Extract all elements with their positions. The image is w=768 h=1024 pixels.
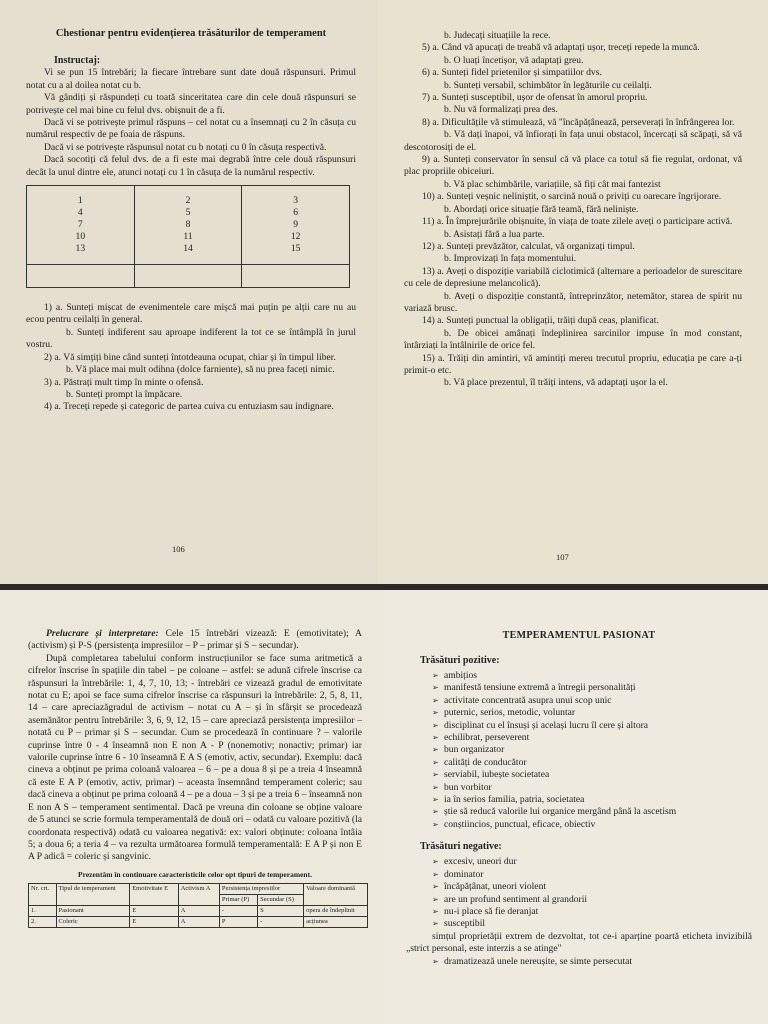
- temperament-page: [384, 590, 768, 1024]
- table-cell: E: [130, 905, 178, 916]
- sum-cell-ps: [242, 265, 350, 288]
- question-line: 13) a. Aveți o dispoziție variabilă ciclotimică (alternare a perioadelor de surescitare cu cele de depresiune melancolică).: [404, 265, 742, 290]
- instructions-paragraph: Vă gândiți și răspundeți cu toată sinceritatea care din cele două răspunsuri se potrivește cel mai bine cu felul dvs. obișnuit de a fi.: [26, 92, 356, 116]
- positive-traits-label: Trăsături pozitive:: [420, 655, 500, 666]
- section-title: TEMPERAMENTUL PASIONAT: [502, 630, 656, 641]
- question-line: b. Vă dați înapoi, vă înfiorați în fața unui obstacol, încercați să scăpați, să vă descotorosiți de el.: [404, 129, 742, 153]
- page-106: [0, 0, 378, 584]
- list-item: ➢ susceptibil: [432, 918, 752, 930]
- table-cell: A: [178, 916, 219, 927]
- question-line: b. Sunteți prompt la împăcare.: [66, 388, 183, 400]
- list-item: ➢ serviabil, iubește societatea: [432, 769, 752, 781]
- list-item: ➢ ambițios: [432, 670, 752, 682]
- question-line: b. Improvizați în fața momentului.: [444, 253, 577, 265]
- list-item: ➢ puternic, serios, metodic, voluntar: [432, 707, 752, 719]
- question-line: b. Abordați orice situație fără teamă, fără neliniște.: [444, 203, 639, 215]
- question-line: b. O luați încetișor, vă adaptați greu.: [444, 54, 584, 66]
- page-107: [378, 0, 768, 584]
- question-line: 6) a. Sunteți fidel prietenilor și simpatiilor dvs.: [422, 67, 602, 79]
- table-row: [29, 916, 368, 927]
- instructions-paragraph: Dacă vi se potrivește răspunsul notat cu b notați cu 0 în căsuța respectivă.: [44, 141, 327, 153]
- instructions-paragraph: Vi se pun 15 întrebări; la fiecare întrebare sunt date două răspunsuri. Primul notat cu a al doilea notat cu b.: [26, 67, 356, 91]
- table-cell: S: [258, 905, 304, 916]
- list-item: ➢ conștiincios, punctual, eficace, obiectiv: [432, 819, 752, 831]
- list-item: ➢ ia în serios familia, patria, societatea: [432, 794, 752, 806]
- grid-cell: 6: [293, 206, 299, 218]
- answer-grid: [26, 185, 350, 288]
- grid-cell: 7: [77, 218, 83, 230]
- table-header-cell: Secundar (S): [258, 894, 304, 905]
- list-item: ➢ știe să reducă valorile lui organice mergând până la ascetism: [432, 806, 752, 818]
- list-item: ➢ manifestă tensiune extremă a întregii personalități: [432, 682, 752, 694]
- instructions-label: Instructaj:: [54, 55, 101, 66]
- table-cell: opera de îndeplinit: [304, 905, 368, 916]
- question-line: 14) a. Sunteți punctual la obligații, trăiți după ceas, planificat.: [422, 315, 659, 327]
- interpretation-label: Prelucrare și interpretare:: [46, 628, 159, 639]
- table-header-cell: Primar (P): [219, 894, 257, 905]
- question-line: b. Vă place mai mult odihna (dolce farniente), să nu prea faceți nimic.: [66, 364, 335, 376]
- interpretation-paragraph: După completarea tabelului conform instrucțiunilor se face suma aritmetică a cifrelor înscrise în spațiile din tabel – pe coloane – astfel: se adună cifrele înscrise ca răspunsuri la întrebările: 1, 4, 7, 10, 13; - întrebări ce vizează gradul de emotivitate notat cu E; apoi se face suma cifrelor înscrise ca răspunsuri la întrebările: 2, 5, 8, 11, 14 – care apreciazăgradul de activism – notat cu A – și în sfârșit se procedează asemănător pentru întrebările: 3, 6, 9, 12, 15 – care apreciază persistența impresiilor – notată cu P – primar și S – secundar. Cum se procedează în continuare ? – valorile cuprinse între 0 - 4 înseamnă non E non A - P (nonemotiv; nonactiv; primar) iar valorile cuprinse între 6 - 10 înseamnă E A S (emotiv, activ, secundar). Exemplu: dacă cineva a obținut pe prima coloană valoarea – 6 – pe a doua 8 și pe a treia 4 înseamnă că este E A P (emotiv, activ, primar) – aceasta însemnând temperament coleric; sau dacă cineva a obținut pe prima coloană 4 – pe a doua – 3 și pe a treia 6 – înseamnă non E non A S – temperament sentimental. Dacă pe vreuna din coloane se obține valoare de 5 atunci se scrie formula temperamentală de două ori – odată cu valoare pozitivă (la coordonata respectivă) odată cu valoarea negativă: ex: valori obținute: coloana întâia 5; a doua 6; a teria 4 – va rezulta următoarea formulă temperamentală: E A P și non E A P adică = coleric și sangvinic.: [28, 652, 362, 863]
- grid-cell: 15: [290, 243, 301, 255]
- questionnaire-title: Chestionar pentru evidențierea trăsăturilor de temperament: [55, 28, 327, 39]
- grid-cell: 14: [183, 243, 193, 255]
- grid-cell: 12: [290, 231, 301, 243]
- table-cell: Coleric: [56, 916, 130, 927]
- question-line: 2) a. Vă simțiți bine când sunteți întotdeauna ocupat, chiar și în timpul liber.: [44, 351, 336, 363]
- question-line: b. Asistați fără a lua parte.: [444, 228, 545, 240]
- list-item: ➢ calități de conducător: [432, 757, 752, 769]
- list-item: ➢ disciplinat cu el însuși și același lucru îl cere și altora: [432, 720, 752, 732]
- questions-continued: [404, 30, 742, 390]
- table-cell: P: [219, 916, 257, 927]
- page-number: 107: [556, 552, 569, 562]
- answer-grid-column-3: [242, 186, 350, 265]
- table-row: [29, 905, 368, 916]
- table-cell: A: [178, 905, 219, 916]
- table-cell: E: [130, 916, 178, 927]
- question-line: 4) a. Treceți repede și categoric de partea cuiva cu entuziasm sau indignare.: [44, 401, 334, 413]
- question-line: b. Judecați situațiile la rece.: [444, 30, 551, 41]
- list-item: ➢ bun organizator: [432, 744, 752, 756]
- question-line: 1) a. Sunteți mișcat de evenimentele care mișcă mai puțin pe alții care nu au ecou pentru ceilalți în general.: [26, 302, 356, 326]
- question-line: 8) a. Dificultățile vă stimulează, vă "încăpățânează, perseverați în înfrângerea lor.: [422, 116, 735, 128]
- list-item: ➢ excesiv, uneori dur: [432, 856, 752, 868]
- positive-traits-list: [406, 670, 752, 831]
- grid-cell: 5: [185, 206, 191, 218]
- list-item: ➢ dominator: [432, 869, 752, 881]
- answer-grid-column-2: [134, 186, 242, 265]
- question-line: 3) a. Păstrați mult timp în minte o ofensă.: [44, 376, 204, 388]
- grid-cell: 11: [183, 231, 193, 243]
- list-item: ➢ bun vorbitor: [432, 782, 752, 794]
- question-line: b. Nu vă formalizați prea des.: [444, 104, 558, 116]
- negative-traits-list: [406, 856, 752, 930]
- question-line: 15) a. Trăiți din amintiri, vă amintiți mereu trecutul propriu, educația pe care a-ți primit-o etc.: [404, 352, 742, 376]
- question-line: b. Aveți o dispoziție constantă, întreprinzător, netemător, starea de spirit nu variază brusc.: [404, 290, 742, 314]
- page-number: 106: [172, 544, 185, 554]
- question-line: b. Vă place prezentul, îl trăiți intens, vă adaptați ușor la el.: [444, 377, 668, 389]
- list-item: ➢ echilibrat, perseverent: [432, 732, 752, 744]
- grid-cell: 8: [185, 218, 191, 230]
- question-line: 12) a. Sunteți prevăzător, calculat, vă organizați timpul.: [422, 240, 635, 252]
- answer-grid-column-1: [27, 186, 135, 265]
- table-cell: 1.: [29, 905, 57, 916]
- question-line: 10) a. Sunteți veșnic neliniștit, o sarcină nouă o priviți cu oarecare îngrijorare.: [422, 191, 722, 203]
- types-table-caption: Prezentăm în continuare caracteristicile celor opt tipuri de temperament.: [78, 869, 312, 879]
- question-line: 9) a. Sunteți conservator în sensul că vă place ca totul să fie regulat, ordonat, vă plac propriile obiceiuri.: [404, 154, 742, 178]
- table-cell: -: [258, 916, 304, 927]
- table-header-cell: Activism A: [178, 883, 219, 905]
- table-header-cell: Persistența impresiilor: [219, 883, 303, 894]
- question-line: 11) a. În împrejurările obișnuite, în viața de toate zilele aveți o participare activă.: [422, 216, 733, 228]
- grid-cell: 13: [75, 243, 86, 255]
- table-header-cell: Nr. crt.: [29, 883, 57, 905]
- table-cell: Pasionant: [56, 905, 130, 916]
- list-item: simțul proprietății extrem de dezvoltat, tot ce-i aparține poartă eticheta invizibilă „strict personal, este interzis a se atinge": [406, 930, 752, 955]
- negative-traits-list-continued: [406, 956, 752, 968]
- instructions-paragraph: Dacă socotiți că felul dvs. de a fi este mai degrabă între cele două răspunsuri decât la unul dintre ele, atunci notați cu 1 în căsuța de la numărul respectiv.: [26, 154, 356, 178]
- negative-traits-label: Trăsături negative:: [420, 841, 502, 853]
- table-cell: 2.: [29, 916, 57, 927]
- question-line: b. Sunteți versabil, schimbător în legăturile cu ceilalți.: [444, 79, 652, 91]
- temperament-types-table: [28, 883, 368, 928]
- grid-cell: 2: [185, 194, 191, 206]
- table-header-cell: Valoare dominantă: [304, 883, 368, 905]
- interpretation-intro: Cele 15 întrebări vizează: E (emotivitate); A (activism) și P-S (persistența impresiilor – P – primar și S – secundar).: [28, 628, 362, 652]
- interpretation-page: [0, 590, 384, 1024]
- question-line: 7) a. Sunteți susceptibil, ușor de ofensat în amorul propriu.: [422, 92, 648, 104]
- list-item: ➢ are un profund sentiment al grandorii: [432, 894, 752, 906]
- grid-cell: 10: [75, 231, 86, 243]
- table-header-cell: Tipul de temperament: [56, 883, 130, 905]
- list-item: ➢ nu-i place să fie deranjat: [432, 906, 752, 918]
- question-line: b. De obicei amânați îndeplinirea sarcinilor impuse în mod constant, întârziați la întâlnirile de orice fel.: [404, 327, 742, 352]
- sum-cell-a: [134, 265, 242, 288]
- list-item: ➢ activitate concentrată asupra unui scop unic: [432, 695, 752, 707]
- question-line: b. Sunteți indiferent sau aproape indiferent la tot ce se întâmplă în jurul vostru.: [26, 326, 356, 351]
- question-line: b. Vă plac schimbările, variațiile, să fiți cât mai fantezist: [444, 178, 661, 190]
- question-line: 5) a. Când vă apucați de treabă vă adaptați ușor, treceți repede la muncă.: [422, 42, 700, 54]
- instructions-paragraph: Dacă vi se potrivește primul răspuns – cel notat cu a însemnați cu 2 în căsuța cu numărul respectiv de pe foaia de răspuns.: [26, 117, 356, 141]
- grid-cell: 1: [77, 194, 83, 206]
- table-cell: acțiunea: [304, 916, 368, 927]
- grid-cell: 4: [77, 206, 83, 218]
- list-item: ➢ încăpățânat, uneori violent: [432, 881, 752, 893]
- sum-cell-e: [27, 265, 135, 288]
- list-item: ➢ dramatizează unele nereușite, se simte persecutat: [432, 956, 752, 968]
- grid-cell: 9: [293, 218, 299, 230]
- table-cell: -: [219, 905, 257, 916]
- table-header-cell: Emotivitate E: [130, 883, 178, 905]
- grid-cell: 3: [293, 194, 299, 206]
